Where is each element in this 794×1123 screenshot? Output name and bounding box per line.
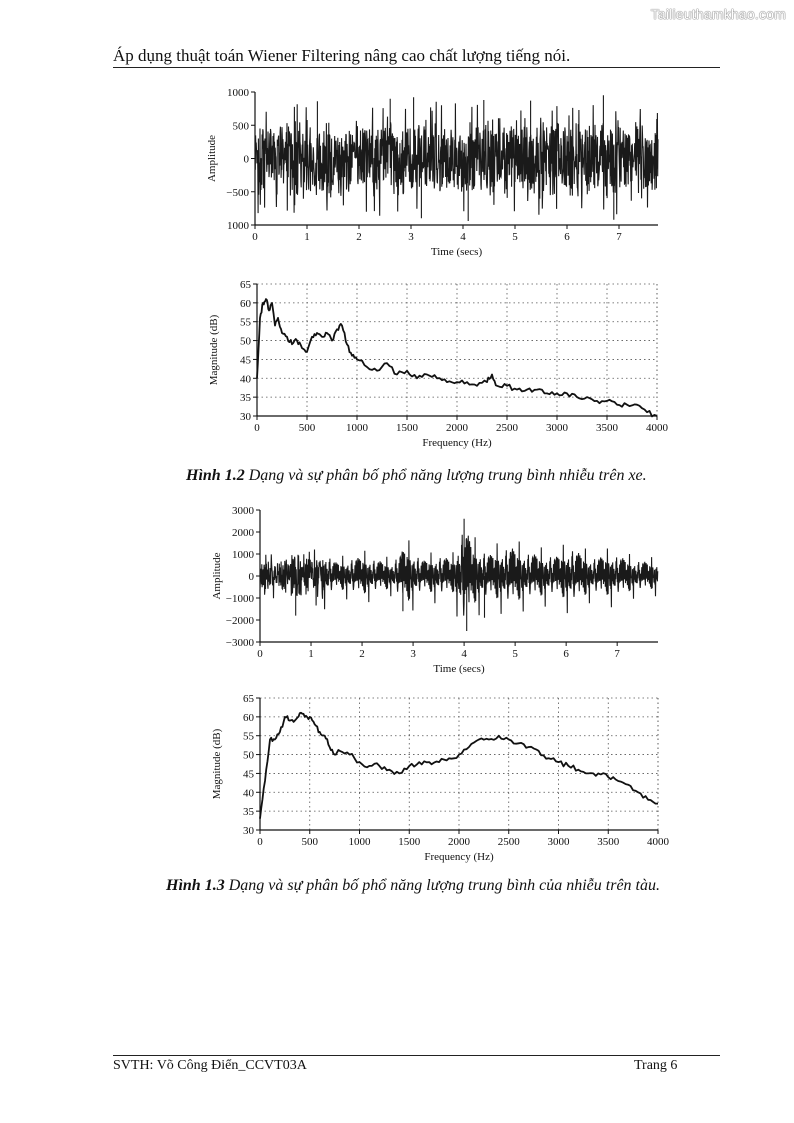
x-tick-label: 6 — [563, 648, 569, 660]
y-tick-label: −1000 — [225, 593, 254, 605]
x-tick-label: 5 — [512, 648, 518, 660]
y-tick-label: 40 — [243, 787, 254, 800]
train-time-waveform — [260, 519, 658, 631]
car-spectrum-plot — [208, 279, 669, 449]
y-tick-label: 50 — [240, 335, 251, 348]
y-tick-label: 65 — [240, 279, 251, 291]
y-tick-label: 55 — [240, 316, 251, 329]
x-tick-label: 6 — [564, 231, 570, 243]
footer-author: SVTH: Võ Công Điển_CCVT03A — [113, 1058, 307, 1073]
x-tick-label: 4 — [461, 648, 467, 660]
y-tick-label: 50 — [243, 749, 254, 762]
x-tick-label: 3500 — [597, 836, 620, 848]
car-spectrum-chart — [180, 272, 680, 452]
x-tick-label: 0 — [257, 836, 263, 848]
x-tick-label: 500 — [298, 422, 316, 434]
y-tick-label: 55 — [243, 730, 254, 743]
x-axis-label: Time (secs) — [430, 246, 483, 258]
x-tick-label: 7 — [614, 648, 620, 660]
y-tick-label: 500 — [232, 120, 249, 133]
x-axis-label: Time (secs) — [433, 663, 485, 675]
figure-1-3-text: Dạng và sự phân bố phổ năng lượng trung bình của nhiễu trên tàu. — [224, 877, 660, 894]
x-tick-label: 1 — [308, 648, 314, 660]
y-tick-label: 60 — [240, 297, 251, 310]
x-tick-label: 4 — [460, 231, 466, 243]
y-tick-label: 30 — [240, 411, 251, 423]
footer-rule — [113, 1055, 720, 1056]
x-tick-label: 500 — [301, 836, 318, 848]
train-spectrum-chart — [180, 688, 680, 868]
y-axis-label: Amplitude — [211, 552, 223, 600]
footer-page-number: Trang 6 — [634, 1058, 678, 1073]
y-tick-label: 1000 — [227, 87, 249, 99]
y-tick-label: 60 — [243, 711, 254, 724]
x-tick-label: 1000 — [346, 422, 368, 434]
x-tick-label: 2 — [356, 231, 362, 243]
car-time-waveform — [255, 95, 658, 221]
x-axis-label: Frequency (Hz) — [422, 437, 492, 449]
y-tick-label: 1000 — [227, 220, 249, 232]
y-tick-label: 65 — [243, 693, 254, 705]
x-tick-label: 2000 — [448, 836, 470, 848]
x-tick-label: 2000 — [446, 422, 468, 434]
x-tick-label: 4000 — [647, 836, 669, 848]
train-time-chart — [180, 500, 680, 685]
page-header-title: Áp dụng thuật toán Wiener Filtering nâng cao chất lượng tiếng nói. — [113, 46, 571, 65]
figure-1-2-label: Hình 1.2 — [186, 467, 245, 484]
x-tick-label: 3 — [408, 231, 414, 243]
x-tick-label: 2500 — [496, 422, 518, 434]
y-tick-label: 45 — [240, 354, 251, 367]
header-rule — [113, 67, 720, 68]
y-tick-label: 3000 — [232, 505, 254, 517]
figure-1-3-label: Hình 1.3 — [166, 877, 225, 894]
x-tick-label: 7 — [616, 231, 622, 243]
x-tick-label: 3 — [410, 648, 416, 660]
x-tick-label: 3000 — [546, 422, 568, 434]
train-time-plot — [211, 505, 658, 675]
y-tick-label: −3000 — [225, 637, 254, 649]
train-spectrum-plot — [211, 693, 670, 863]
x-axis-label: Frequency (Hz) — [424, 851, 494, 863]
figure-1-3-caption — [166, 877, 660, 895]
y-tick-label: 1000 — [232, 549, 254, 561]
x-tick-label: 0 — [254, 422, 260, 434]
y-tick-label: −500 — [226, 186, 249, 199]
x-tick-label: 4000 — [646, 422, 668, 434]
x-tick-label: 3500 — [596, 422, 618, 434]
x-tick-label: 1500 — [398, 836, 421, 848]
x-tick-label: 1000 — [348, 836, 371, 848]
y-axis-label: Magnitude (dB) — [211, 728, 223, 800]
car-time-chart — [180, 80, 680, 260]
x-tick-label: 2500 — [497, 836, 520, 848]
x-tick-label: 1 — [304, 231, 310, 243]
figure-1-2-text: Dạng và sự phân bố phổ năng lượng trung bình nhiễu trên xe. — [244, 467, 647, 484]
x-tick-label: 1500 — [396, 422, 418, 434]
y-tick-label: 45 — [243, 768, 254, 781]
x-tick-label: 2 — [359, 648, 365, 660]
y-axis-label: Magnitude (dB) — [208, 314, 220, 386]
y-tick-label: 35 — [243, 806, 254, 819]
figure-1-2-caption — [186, 467, 647, 485]
x-tick-label: 5 — [512, 231, 518, 243]
x-tick-label: 3000 — [547, 836, 570, 848]
watermark: Tailieuthamkhao.com — [650, 6, 786, 22]
x-tick-label: 0 — [257, 648, 263, 660]
y-tick-label: 35 — [240, 392, 251, 405]
car-time-plot — [206, 87, 658, 258]
y-tick-label: 30 — [243, 825, 254, 837]
y-axis-label: Amplitude — [206, 134, 218, 183]
y-tick-label: 40 — [240, 373, 251, 386]
x-tick-label: 0 — [252, 231, 258, 243]
y-tick-label: 2000 — [232, 527, 254, 539]
y-tick-label: 0 — [243, 153, 249, 166]
y-tick-label: −2000 — [225, 615, 254, 627]
y-tick-label: 0 — [248, 571, 254, 583]
